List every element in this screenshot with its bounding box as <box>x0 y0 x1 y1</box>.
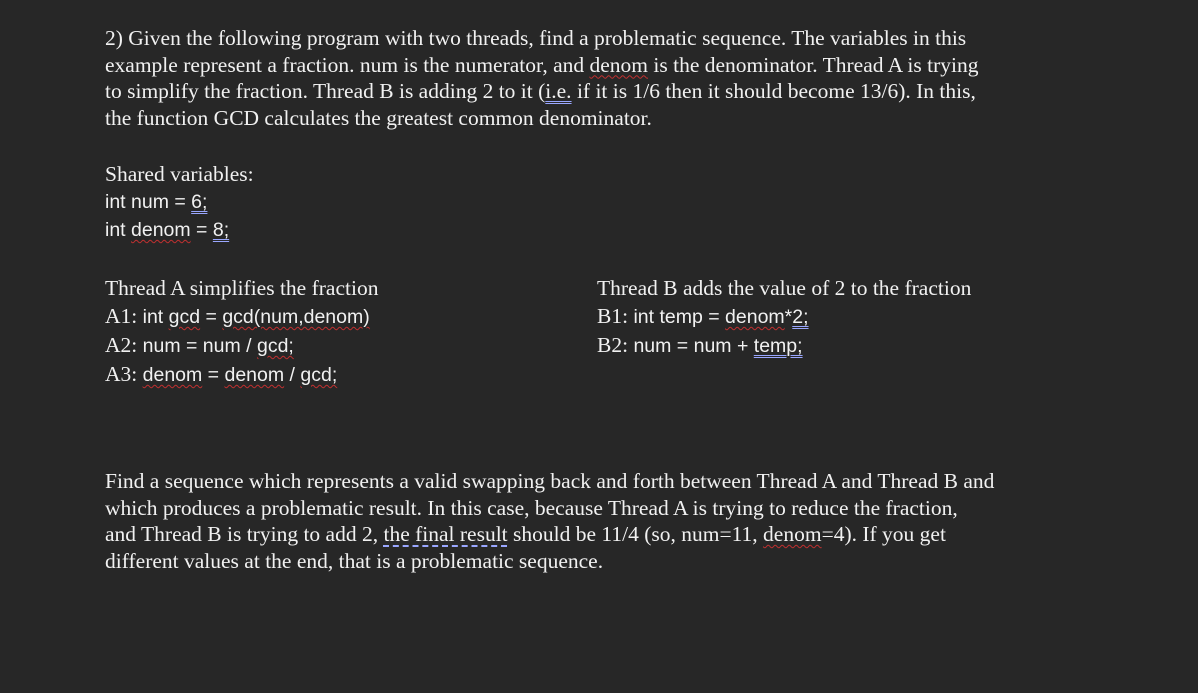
thread-b-heading: Thread B adds the value of 2 to the fraction <box>597 276 972 300</box>
spellcheck-word: denom <box>589 52 649 77</box>
task-line-2: which produces a problematic result. In this case, because Thread A is trying to reduce the fraction, <box>105 495 958 520</box>
intro-line-2: example represent a fraction. num is the numerator, and denom is the denominator. Thread A is trying <box>105 52 979 77</box>
grammar-mark: the final result <box>383 522 508 546</box>
spellcheck-word: denom <box>763 522 822 546</box>
thread-a-line-1: A1: int gcd = gcd(num,denom) <box>105 304 370 328</box>
thread-b-line-2: B2: num = num + temp; <box>597 333 803 357</box>
intro-line-3: to simplify the fraction. Thread B is adding 2 to it (i.e. if it is 1/6 then it should become 13/6). In this, <box>105 79 976 103</box>
shared-variables <box>105 160 254 244</box>
shared-num: int num = 6; <box>105 191 208 213</box>
thread-a-heading: Thread A simplifies the fraction <box>105 276 379 300</box>
thread-b-code <box>597 274 971 360</box>
thread-a-line-2: A2: num = num / gcd; <box>105 333 294 357</box>
task-paragraph <box>105 468 994 574</box>
shared-heading: Shared variables: <box>105 162 254 186</box>
thread-a-code <box>105 274 378 389</box>
task-line-1: Find a sequence which represents a valid swapping back and forth between Thread A and Thread B and <box>105 469 995 493</box>
intro-paragraph <box>105 25 978 131</box>
thread-b-line-1: B1: int temp = denom*2; <box>597 304 809 328</box>
task-line-3: and Thread B is trying to add 2, the final result should be 11/4 (so, num=11, denom=4). If you get <box>105 522 946 546</box>
thread-a-line-3: A3: denom = denom / gcd; <box>105 362 338 386</box>
shared-denom: int denom = 8; <box>105 219 230 241</box>
task-line-4: different values at the end, that is a problematic sequence. <box>105 548 604 573</box>
intro-line-4: the function GCD calculates the greatest common denominator. <box>105 105 652 130</box>
grammar-mark: i.e. <box>545 79 572 103</box>
intro-line-1: 2) Given the following program with two threads, find a problematic sequence. The variables in this <box>105 26 967 50</box>
